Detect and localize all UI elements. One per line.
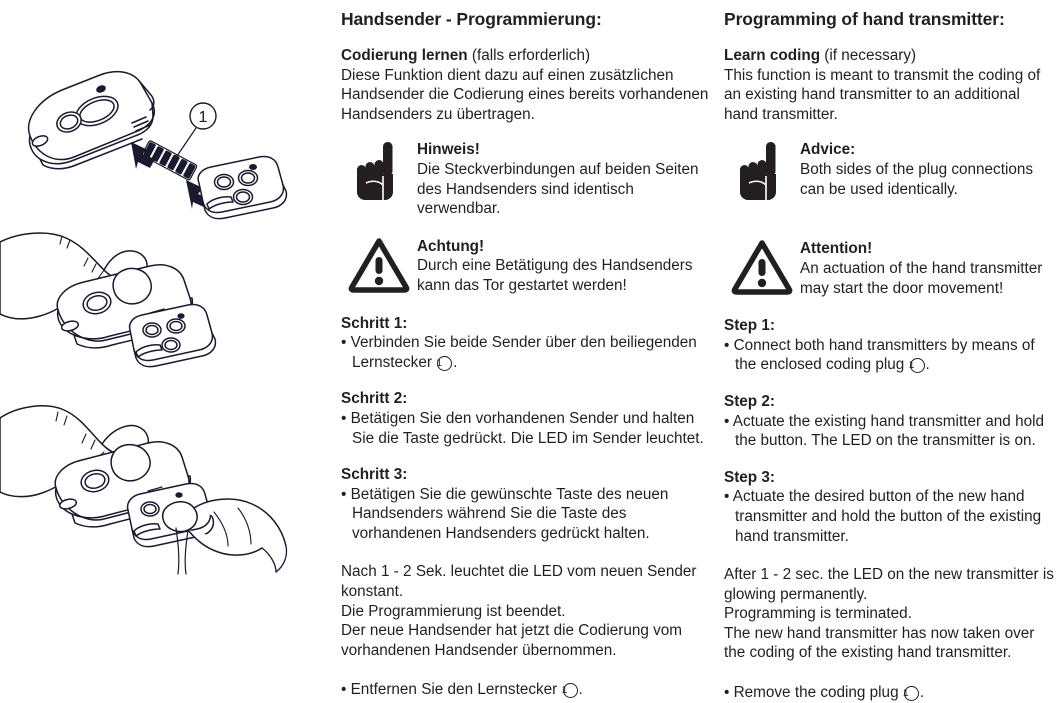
german-advice-text: Die Steckverbindungen auf beiden Seiten des Handsenders sind identisch verwendbar.	[417, 160, 699, 218]
english-step-1-bullet	[724, 336, 1054, 375]
german-step-2	[341, 389, 713, 448]
english-step-1-bullet-text: • Connect both hand transmitters by means of the enclosed coding plug	[724, 336, 1035, 374]
english-step-3-bullet: • Actuate the desired button of the new hand transmitter and hold the button of the existing hand transmitter.	[724, 488, 1042, 545]
german-intro-text: Diese Funktion dient dazu auf einen zusätzlichen Handsender die Codierung eines bereits vorhandenen Handsenders zu übertragen.	[341, 66, 709, 123]
german-step-2-title: Schritt 2:	[341, 390, 408, 408]
german-subtitle-bold: Codierung lernen	[341, 47, 468, 64]
german-final-bullet	[341, 680, 713, 700]
german-step-1-bullet-text: • Verbinden Sie beide Sender über den beiliegenden Lernstecker	[341, 334, 697, 371]
german-final-bullet-tail: .	[578, 681, 583, 699]
german-step-1-bullet	[341, 333, 713, 372]
german-section-subtitle	[341, 46, 713, 124]
english-step-2-bullet: • Actuate the existing hand transmitter and hold the button. The LED on the transmitter is on.	[724, 412, 1044, 450]
english-page-title: Programming of hand transmitter:	[724, 9, 1005, 29]
english-section-subtitle	[724, 46, 1054, 124]
warning-triangle-icon	[724, 237, 800, 295]
english-subtitle-paren: (if necessary)	[824, 47, 917, 64]
reference-marker-1: 1	[563, 683, 578, 698]
figure-two-transmitters-with-coding-plug	[0, 58, 335, 238]
figure-two-hands-pressing-both-transmitters	[0, 388, 335, 578]
german-page-title: Handsender - Programmierung:	[341, 9, 602, 29]
german-step-3-bullet: • Betätigen Sie die gewünschte Taste des neuen Handsenders während Sie die Taste des vorhandenen Handsenders gedrückt halten.	[341, 485, 669, 542]
callout-marker-1	[190, 103, 216, 129]
english-step-1-title: Step 1:	[724, 317, 775, 335]
english-advice-text: Both sides of the plug connections can be used identically.	[800, 160, 1034, 198]
svg-text:1: 1	[198, 109, 208, 126]
english-step-1	[724, 316, 1054, 375]
english-step-2-title: Step 2:	[724, 392, 775, 410]
german-attention-block	[341, 235, 713, 296]
illustration-column	[0, 0, 335, 676]
pointing-hand-icon	[341, 138, 417, 202]
english-closing-text: After 1 - 2 sec. the LED on the new transmitter is glowing permanently. Programming is terminated. The new hand transmitter has now taken over the coding of the existing hand transmitter.	[724, 566, 1054, 662]
english-subtitle-bold: Learn coding	[724, 47, 821, 64]
pointing-hand-icon	[724, 138, 800, 202]
english-step-3-title: Step 3:	[724, 468, 775, 486]
figure-hand-pressing-existing-transmitter	[0, 228, 335, 393]
english-final-bullet-tail: .	[919, 684, 925, 702]
english-column	[724, 0, 1054, 702]
german-subtitle-paren: (falls erforderlich)	[471, 47, 591, 64]
english-advice-text-group	[800, 138, 1054, 199]
english-advice-title: Advice:	[800, 141, 856, 159]
english-attention-text: An actuation of the hand transmitter may start the door movement!	[800, 259, 1043, 297]
german-column	[341, 0, 713, 699]
german-advice-text-group	[417, 138, 713, 218]
english-attention-title: Attention!	[800, 240, 873, 258]
german-advice-block	[341, 138, 713, 218]
german-step-3	[341, 465, 713, 543]
german-step-1	[341, 314, 713, 373]
reference-marker-1: 1	[437, 356, 452, 371]
english-step-2	[724, 392, 1054, 451]
german-closing-text: Nach 1 - 2 Sek. leuchtet die LED vom neuen Sender konstant. Die Programmierung ist beendet. Der neue Handsender hat jetzt die Codierung vom vorhandenen Handsender übernommen.	[341, 563, 697, 659]
english-advice-block	[724, 138, 1054, 202]
german-step-2-bullet: • Betätigen Sie den vorhandenen Sender und halten Sie die Taste gedrückt. Die LED im Sender leuchtet.	[341, 409, 704, 447]
german-attention-text-group	[417, 235, 713, 296]
german-advice-title: Hinweis!	[417, 141, 480, 159]
german-attention-title: Achtung!	[417, 237, 485, 255]
english-step-3	[724, 468, 1054, 546]
reference-marker-1: 1	[910, 358, 925, 373]
warning-triangle-icon	[341, 235, 417, 293]
english-final-bullet	[724, 683, 1054, 703]
german-final-bullet-text: • Entfernen Sie den Lernstecker	[341, 681, 562, 699]
english-attention-block	[724, 237, 1054, 298]
german-step-3-title: Schritt 3:	[341, 466, 408, 484]
german-step-1-bullet-tail: .	[453, 353, 458, 371]
english-intro-text: This function is meant to transmit the coding of an existing hand transmitter to an additional hand transmitter.	[724, 66, 1041, 123]
english-final-bullet-text: • Remove the coding plug	[724, 684, 903, 702]
german-attention-text: Durch eine Betätigung des Handsenders kann das Tor gestartet werden!	[417, 257, 693, 294]
english-attention-text-group	[800, 237, 1054, 298]
english-step-1-bullet-tail: .	[925, 356, 930, 374]
reference-marker-1: 1	[904, 686, 919, 701]
german-step-1-title: Schritt 1:	[341, 314, 408, 332]
